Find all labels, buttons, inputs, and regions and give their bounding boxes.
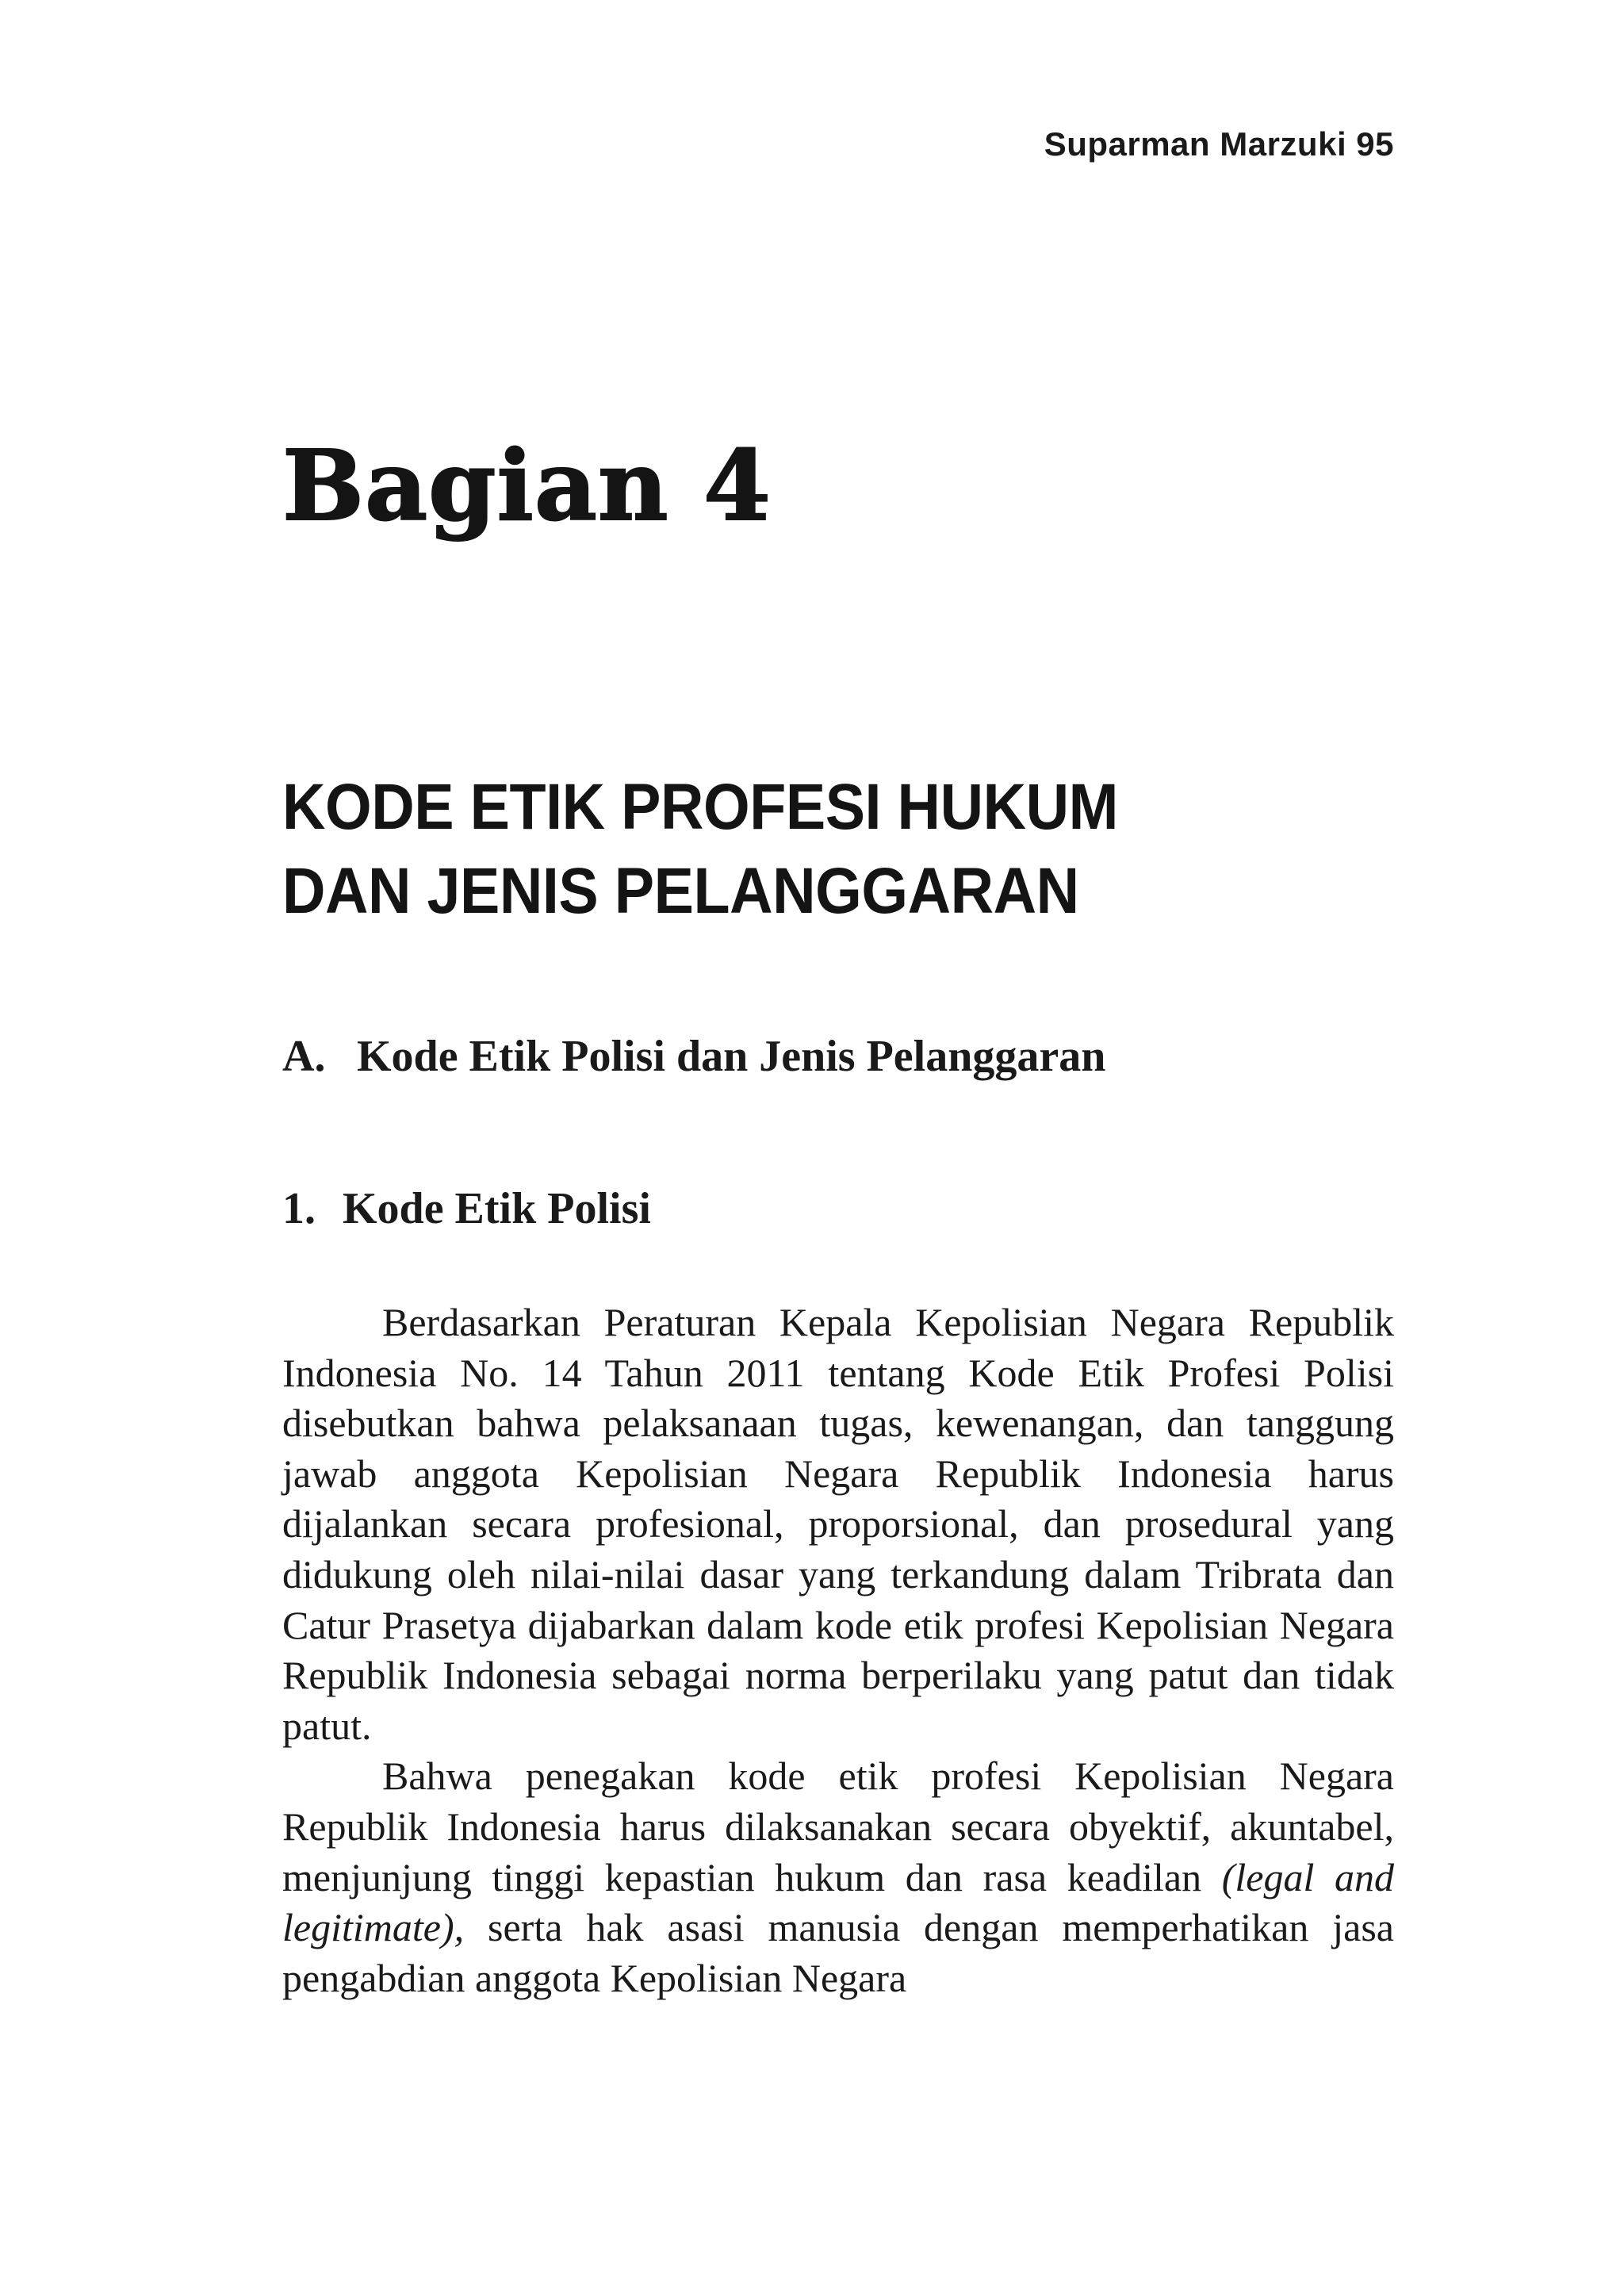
body-text [282,1297,1394,2003]
chapter-label: Bagian 4 [282,428,772,542]
chapter-title-line-1: KODE ETIK PROFESI HUKUM [282,771,1119,843]
section-title: Kode Etik Polisi dan Jenis Pelanggaran [357,1032,1106,1081]
paragraph-2-italic-term: (legal and legitimate), [282,1854,1394,1950]
paragraph-1: Berdasarkan Peraturan Kepala Kepolisian Negara Republik Indonesia No. 14 Tahun 2011 tentang Kode Etik Profesi Polisi disebutkan bahwa pelaksanaan tugas, kewenangan, dan tanggung jawab anggota Kepolisian Negara Republik Indonesia harus dijalankan secara profesional, proporsional, dan prosedural yang didukung oleh nilai-nilai dasar yang terkandung dalam Tribrata dan Catur Prasetya dijabarkan dalam kode etik profesi Kepolisian Negara Republik Indonesia sebagai norma berperilaku yang patut dan tidak patut. [282,1300,1394,1748]
running-header: Suparman Marzuki 95 [1044,125,1394,163]
section-heading [282,1031,1105,1082]
paragraph-2-text-a: Bahwa penegakan kode etik profesi Kepolisian Negara Republik Indonesia harus dilaksanakan secara obyektif, akuntabel, menjunjung tinggi kepastian hukum dan rasa keadilan [282,1754,1394,1899]
chapter-title [282,765,1304,933]
subsection-number: 1. [282,1184,316,1233]
chapter-title-line-2: DAN JENIS PELANGGARAN [282,855,1079,927]
subsection-title: Kode Etik Polisi [343,1184,651,1233]
section-number: A. [282,1032,326,1081]
paragraph-2 [282,1751,1394,2003]
subsection-heading [282,1183,651,1234]
paragraph-2-text-b: serta hak asasi manusia dengan memperhatikan jasa pengabdian anggota Kepolisian Negara [282,1905,1394,2000]
